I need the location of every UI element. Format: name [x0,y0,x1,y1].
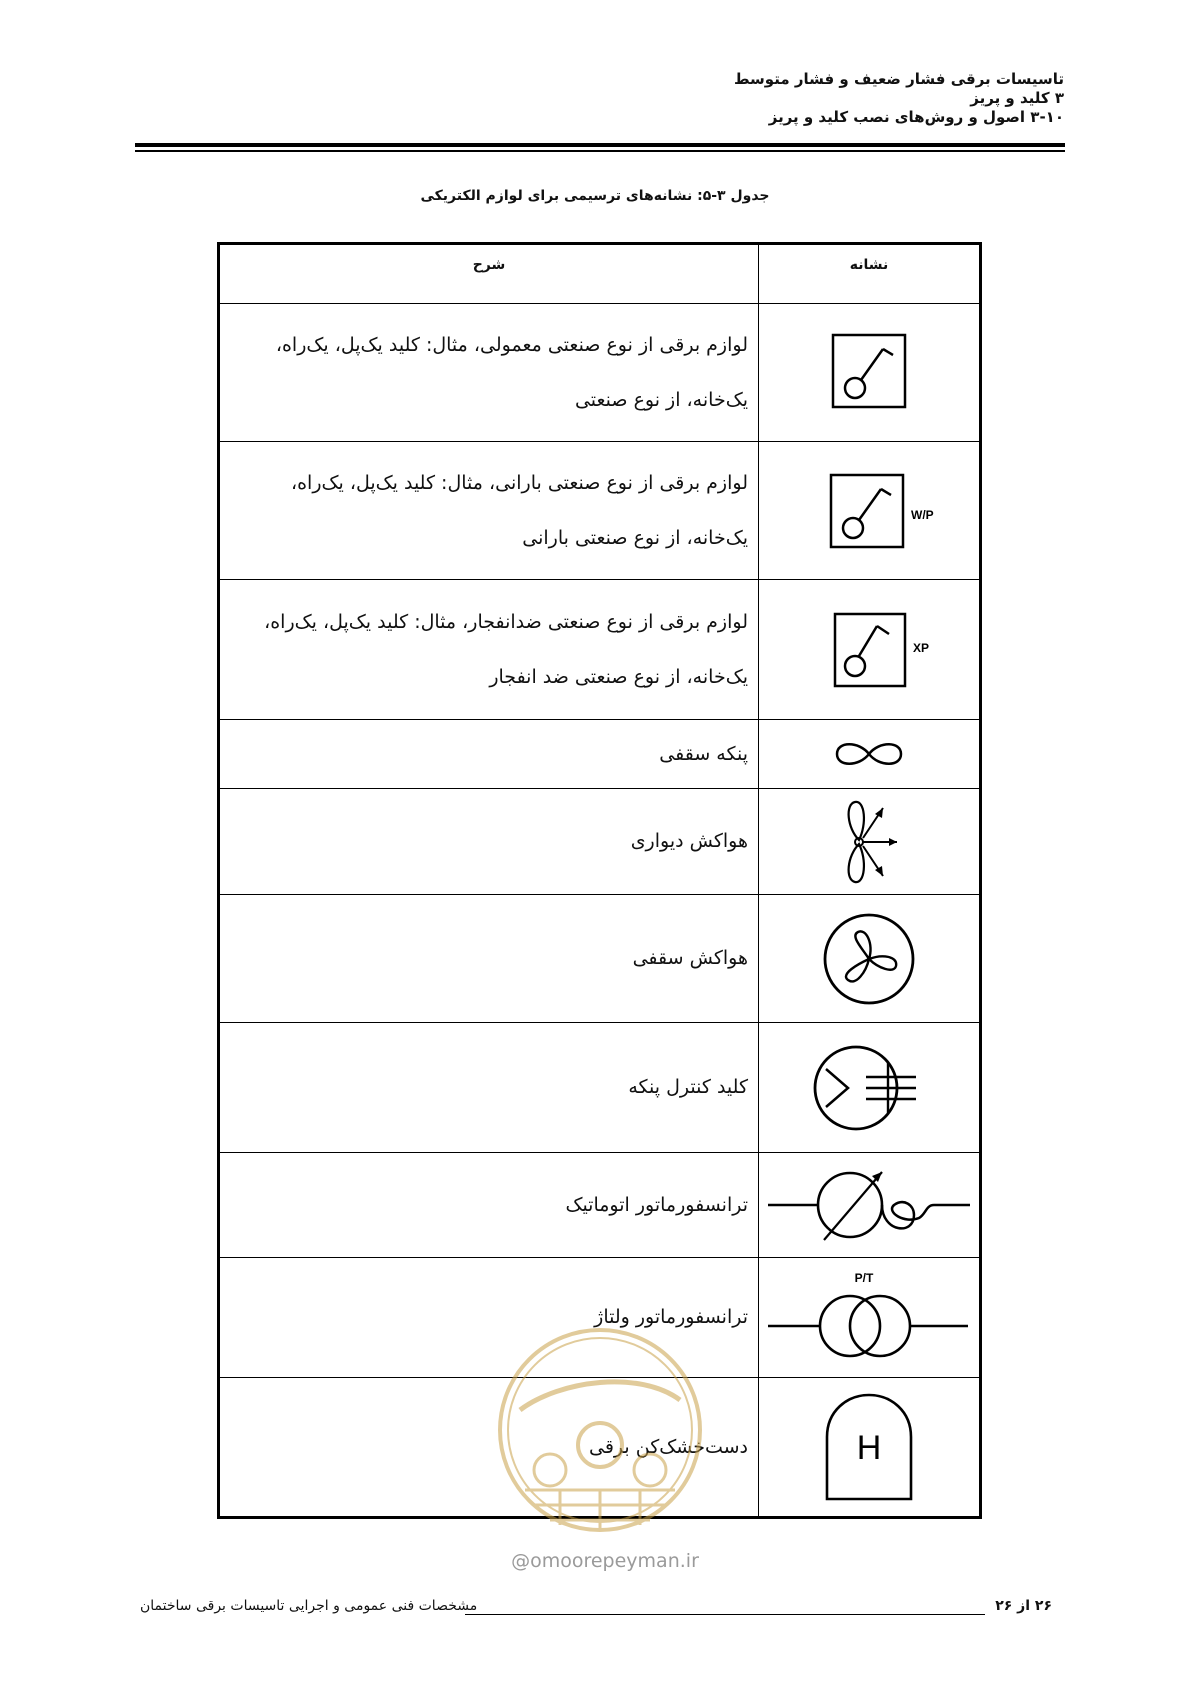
table-header-row [219,244,981,304]
fan-control-switch-icon [804,1033,934,1143]
column-header-description: شرح [219,244,759,304]
symbol-cell [759,1023,981,1153]
header-rule-thick [135,143,1065,147]
row-description: هواکش دیواری [219,789,759,895]
symbol-label-h: H [856,1429,882,1467]
row-description: پنکه سقفی [219,720,759,789]
table-row [219,1023,981,1153]
table-row [219,720,981,789]
symbol-cell [759,789,981,895]
header-line-3: ۳-۱۰ اصول و روش‌های نصب کلید و پریز [768,108,1064,126]
row-description: لوازم برقی از نوع صنعتی معمولی، مثال: کلید یک‌پل، یک‌راه، یک‌خانه، از نوع صنعتی [219,304,759,442]
table-row [219,789,981,895]
footer-title: مشخصات فنی عمومی و اجرایی تاسیسات برقی ساختمان [140,1598,478,1614]
row-description: دست‌خشک‌کن برقی [219,1378,759,1518]
watermark-site: @omoorepeyman.ir [511,1550,699,1572]
symbol-label-xp: XP [913,640,930,655]
table-row [219,1153,981,1258]
symbol-cell [759,442,981,580]
symbol-cell [759,1378,981,1518]
symbol-cell [759,720,981,789]
explosion-proof-switch-icon [799,600,939,700]
waterproof-switch-icon [799,461,939,561]
page-header [734,70,1064,127]
table-row [219,895,981,1023]
row-description: لوازم برقی از نوع صنعتی بارانی، مثال: کلید یک‌پل، یک‌راه، یک‌خانه، از نوع صنعتی بارانی [219,442,759,580]
table-row [219,580,981,720]
row-description: لوازم برقی از نوع صنعتی ضدانفجار، مثال: کلید یک‌پل، یک‌راه، یک‌خانه، از نوع صنعتی ضد انفجار [219,580,759,720]
table-row [219,304,981,442]
symbol-cell [759,580,981,720]
ceiling-exhaust-fan-icon [814,904,924,1014]
symbol-cell [759,304,981,442]
header-rule-thin [135,150,1065,152]
row-description: کلید کنترل پنکه [219,1023,759,1153]
table-caption: جدول ۳-۵: نشانه‌های ترسیمی برای لوازم الکتریکی [420,188,770,204]
voltage-transformer-icon [764,1268,974,1368]
industrial-switch-icon [809,323,929,423]
table-row [219,442,981,580]
row-description: ترانسفورماتور ولتاژ [219,1258,759,1378]
hand-dryer-icon [819,1387,919,1507]
symbol-cell [759,895,981,1023]
header-line-1: تاسیسات برقی فشار ضعیف و فشار متوسط [733,70,1064,88]
ceiling-fan-icon [809,729,929,779]
symbol-label-pt: P/T [854,1270,874,1285]
symbol-label-wp: W/P [911,507,934,522]
page-number: ۲۶ از ۲۶ [995,1598,1052,1614]
column-header-symbol: نشانه [759,244,981,304]
symbol-cell [759,1258,981,1378]
header-line-2: ۳ کلید و پریز [970,89,1064,107]
footer-rule [465,1614,985,1615]
auto-transformer-icon [764,1160,974,1250]
wall-exhaust-fan-icon [819,792,919,892]
row-description: هواکش سقفی [219,895,759,1023]
omoorepeyman-logo-watermark [490,1320,710,1580]
row-description: ترانسفورماتور اتوماتیک [219,1153,759,1258]
symbol-cell [759,1153,981,1258]
